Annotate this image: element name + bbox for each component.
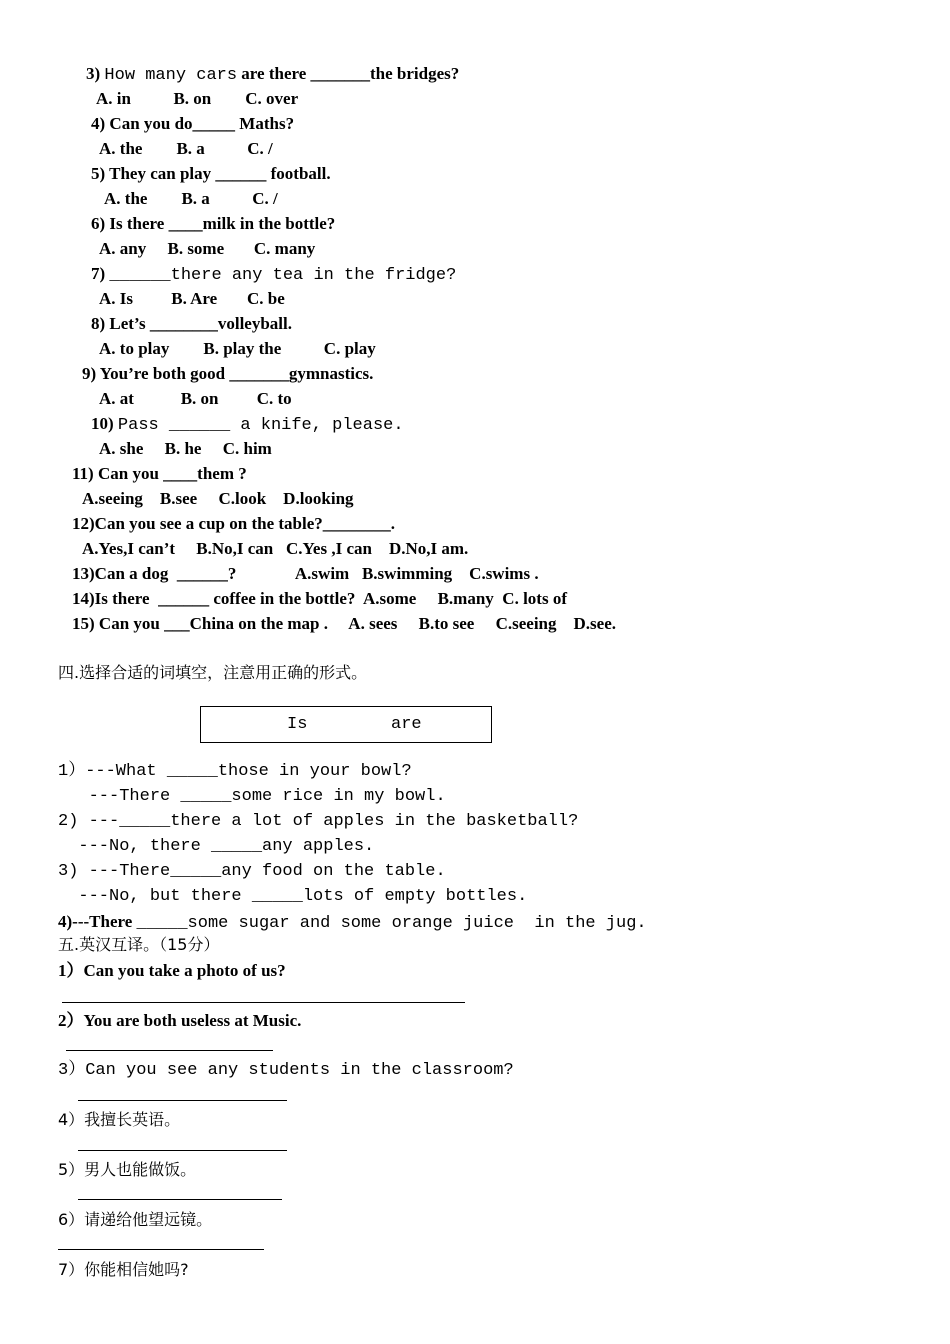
question-6: 6) Is there ____milk in the bottle? [91,214,336,233]
question-5: 5) They can play ______ football. [91,164,331,183]
translate-item-7: 7）你能相信她吗? [58,1260,189,1279]
question-13: 13)Can a dog ______? A.swim B.swimming C.swims . [72,564,539,583]
question-6-options: A. any B. some C. many [99,239,316,258]
answer-line-4[interactable] [78,1150,287,1151]
answer-line-2[interactable] [66,1050,273,1051]
question-8-options: A. to play B. play the C. play [99,339,376,358]
fill-line-7: 4)---There _____some sugar and some orange juice in the jug. [58,912,647,933]
question-10: 10) Pass ______ a knife, please. [91,414,404,435]
fill-line-5: 3) ---There_____any food on the table. [58,862,446,881]
translate-item-1: 1）Can you take a photo of us? [58,961,286,980]
translate-item-4: 4）我擅长英语。 [58,1110,181,1129]
question-9-options: A. at B. on C. to [99,389,292,408]
translate-item-5: 5）男人也能做饭。 [58,1160,197,1179]
question-10-options: A. she B. he C. him [99,439,272,458]
answer-line-5[interactable] [78,1199,282,1200]
answer-line-6[interactable] [58,1249,264,1250]
question-14: 14)Is there ______ coffee in the bottle? A.some B.many C. lots of [72,589,567,608]
question-7: 7) ______there any tea in the fridge? [91,264,457,285]
section-4-title: 四.选择合适的词填空，注意用正确的形式。 [58,663,368,682]
question-9: 9) You’re both good _______gymnastics. [82,364,374,383]
question-12-options: A.Yes,I can’t B.No,I can C.Yes ,I can D.No,I am. [82,539,469,558]
question-5-options: A. the B. a C. / [104,189,278,208]
word-box-word-1: Is [287,715,308,734]
answer-line-3[interactable] [78,1100,287,1101]
question-12: 12)Can you see a cup on the table?________. [72,514,396,533]
fill-line-3: 2) ---_____there a lot of apples in the basketball? [58,812,579,831]
section-5-title: 五.英汉互译。（15分） [58,935,220,954]
question-15: 15) Can you ___China on the map . A. sees B.to see C.seeing D.see. [72,614,616,633]
translate-item-2: 2）You are both useless at Music. [58,1011,302,1030]
fill-line-2: ---There _____some rice in my bowl. [58,787,446,806]
fill-line-1: 1）---What _____those in your bowl? [58,762,412,781]
word-box-word-2: are [391,715,422,734]
word-box [200,706,492,743]
fill-line-4: ---No, there _____any apples. [58,837,375,856]
question-4-options: A. the B. a C. / [99,139,273,158]
question-11: 11) Can you ____them ? [72,464,247,483]
question-8: 8) Let’s ________volleyball. [91,314,292,333]
fill-line-6: ---No, but there _____lots of empty bottles. [58,887,528,906]
question-3: 3) How many cars are there _______the bridges? [86,64,460,85]
answer-line-1[interactable] [62,1002,465,1003]
question-7-options: A. Is B. Are C. be [99,289,285,308]
translate-item-3: 3）Can you see any students in the classroom? [58,1061,514,1080]
question-11-options: A.seeing B.see C.look D.looking [82,489,354,508]
translate-item-6: 6）请递给他望远镜。 [58,1210,213,1229]
question-3-options: A. in B. on C. over [96,89,299,108]
question-4: 4) Can you do_____ Maths? [91,114,295,133]
